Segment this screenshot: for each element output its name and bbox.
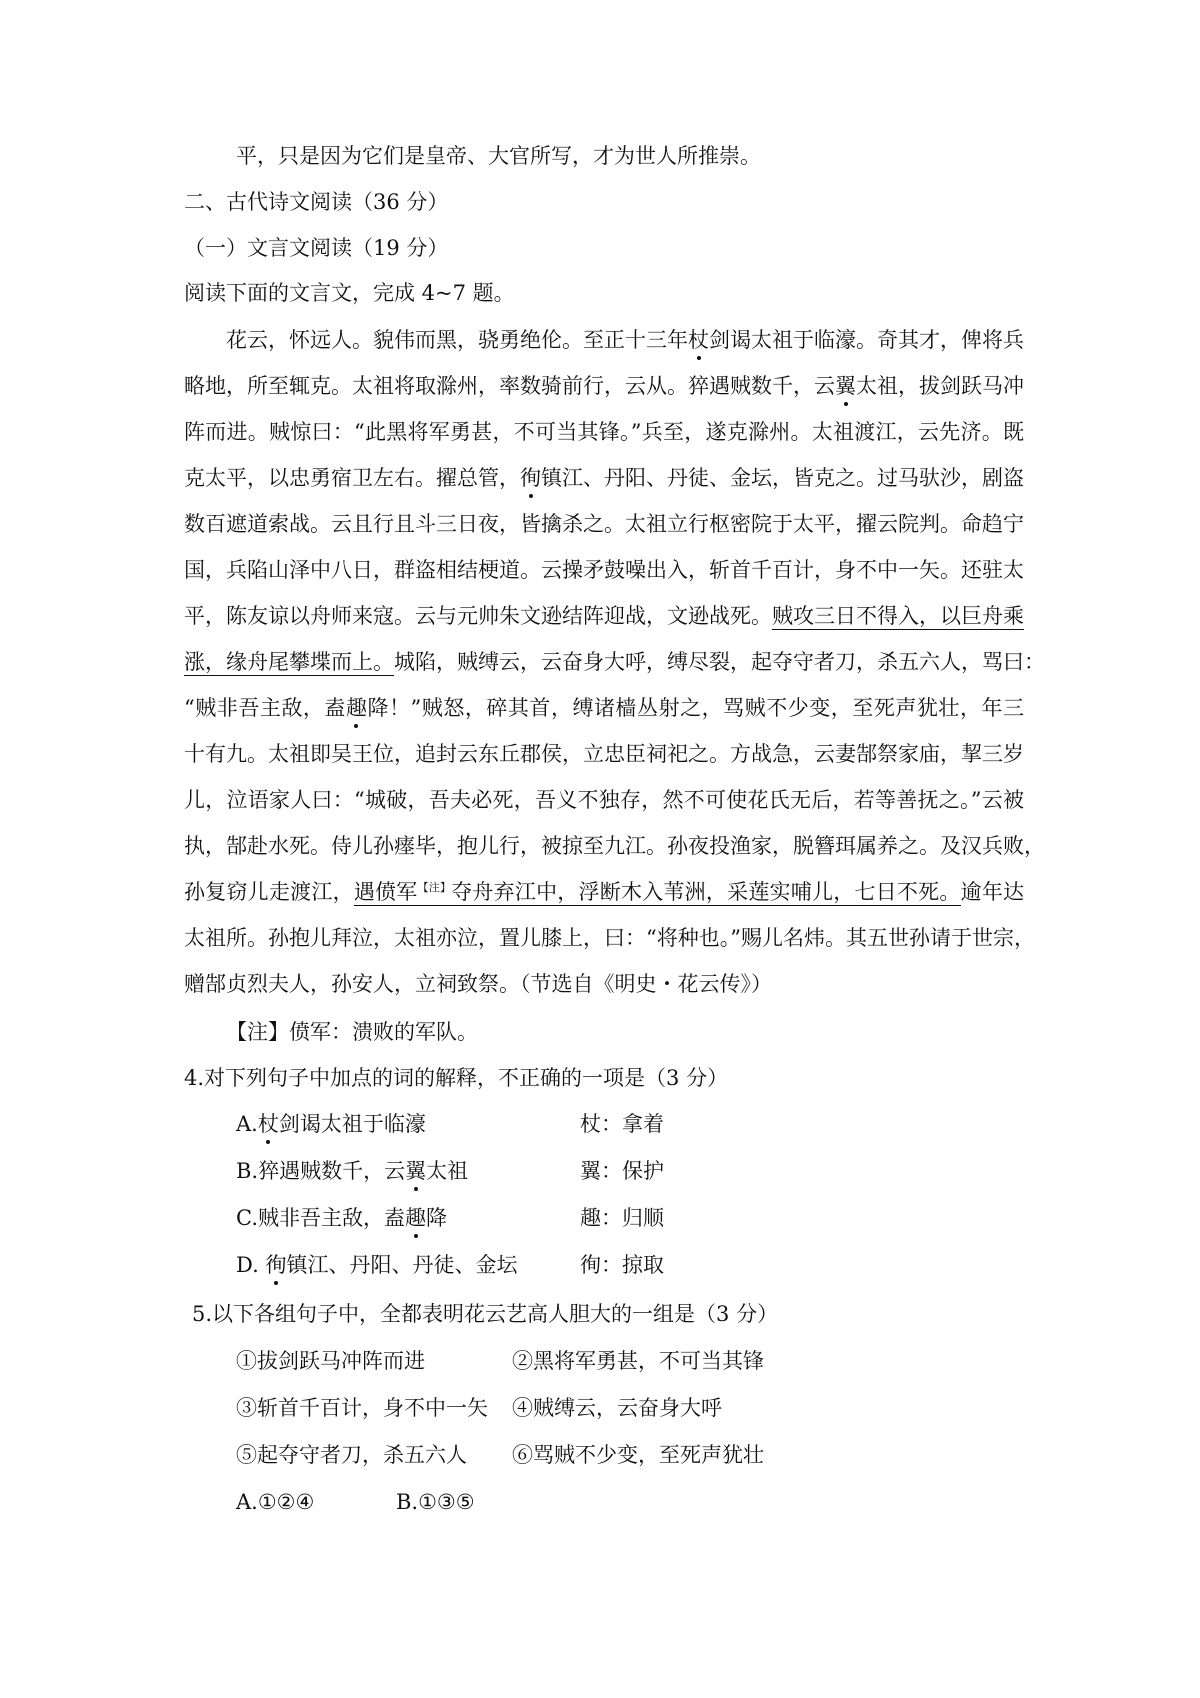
group-item: ⑥骂贼不少变，至死声犹壮 [512,1443,764,1467]
group-item: ②黑将军勇甚，不可当其锋 [512,1349,764,1373]
option-text: B.猝遇贼数千，云 [236,1159,406,1183]
answer-option-b: B.①③⑤ [396,1490,475,1514]
passage-line-7 [184,602,1024,630]
passage-text: 孙复窃儿走渡江， [184,880,354,904]
passage-line-5: 数百遮道索战。云且行且斗三日夜，皆擒杀之。太祖立行枢密院于太平，擢云院判。命趋宁 [184,512,1024,536]
passage-text: 太祖，拔剑跃马冲 [856,374,1024,398]
passage-line-13 [184,878,1024,910]
passage-line-11: 儿，泣语家人曰：“城破，吾夫必死，吾义不独存，然不可使花氏无后，若等善抚之。”云被 [184,788,1024,812]
dotted-word: 徇 [265,1253,287,1277]
passage-text: “贼非吾主敌，盍 [184,696,346,720]
instruction-text: 阅读下面的文言文，完成 4~7 题。 [184,281,515,305]
passage-text: 略地，所至辄克。太祖将取滁州，率数骑前行，云从。猝遇贼数千，云 [184,374,835,398]
passage-line-12: 执，郜赴水死。侍儿孙瘗毕，抱儿行，被掠至九江。孙夜投渔家，脱簪珥属养之。及汉兵败， [184,834,1045,858]
passage-line-8 [184,648,1045,676]
passage-line-15: 赠郜贞烈夫人，孙安人，立祠致祭。（节选自《明史・花云传》） [184,972,772,996]
dotted-word: 杖 [257,1112,279,1136]
option-text: 镇江、丹阳、丹徒、金坛 [286,1253,518,1277]
dotted-word: 翼 [405,1159,427,1183]
passage-line-9 [184,694,1024,722]
option-text: 太祖 [426,1159,469,1183]
option-gloss: 趣：归顺 [580,1206,664,1230]
underlined-sentence: 涨，缘舟尾攀堞而上。 [184,650,394,674]
passage-text: 降！”贼怒，碎其首，缚诸樯丛射之，骂贼不少变，至死声犹壮，年三 [366,696,1024,720]
passage-text: 逾年达 [960,880,1025,904]
passage-text: 城陷，贼缚云，云奋身大呼，缚尽裂，起夺守者刀，杀五六人，骂曰： [394,650,1045,674]
section-title: 二、古代诗文阅读（36 分） [184,190,449,214]
question-4-stem: 4.对下列句子中加点的词的解释，不正确的一项是（3 分） [184,1066,729,1090]
option-label: A. [236,1112,258,1136]
passage-text: 遇偾军 [353,880,418,904]
passage-line-2 [184,372,1024,400]
option-sentence [236,1204,447,1232]
group-item: ④贼缚云，云奋身大呼 [512,1396,722,1420]
answer-option-a: A.①②④ [236,1490,315,1514]
option-label: D. [236,1253,266,1277]
option-sentence [236,1157,468,1185]
group-item: ①拔剑跃马冲阵而进 [236,1349,425,1373]
option-text: 剑谒太祖于临濠 [278,1112,426,1136]
option-text: 降 [426,1206,447,1230]
group-item: ③斩首千百计，身不中一矢 [236,1396,488,1420]
underlined-sentence: 贼攻三日不得入，以巨舟乘 [772,604,1024,628]
option-text: C.贼非吾主敌，盍 [236,1206,405,1230]
passage-line-14: 太祖所。孙抱儿拜泣，太祖亦泣，置儿膝上，曰：“将种也。”赐儿名炜。其五世孙请于世宗， [184,926,1035,950]
dotted-word: 翼 [835,374,856,398]
dotted-word: 趣 [345,696,367,720]
passage-line-3: 阵而进。贼惊曰：“此黑将军勇甚，不可当其锋。”兵至，遂克滁州。太祖渡江，云先济。既 [184,420,1024,444]
option-gloss: 翼：保护 [580,1159,664,1183]
option-gloss: 杖：拿着 [580,1112,664,1136]
passage-text: 克太平，以忠勇宿卫左右。擢总管， [184,466,520,490]
passage-text: 剑谒太祖于临濠。奇其才，俾将兵 [709,328,1024,352]
passage-text: 平，陈友谅以舟师来寇。云与元帅朱文逊结阵迎战，文逊战死。 [184,604,772,628]
dotted-word: 杖 [688,328,709,352]
passage-line-10: 十有九。太祖即吴王位，追封云东丘郡侯，立忠臣祠祀之。方战急，云妻郜祭家庙，挈三岁 [184,742,1024,766]
question-5-stem: 5.以下各组句子中，全都表明花云艺高人胆大的一组是（3 分） [192,1302,779,1326]
option-sentence [236,1251,517,1279]
carryover-line: 平，只是因为它们是皇帝、大官所写，才为世人所推崇。 [236,144,761,168]
passage-text: 花云，怀远人。貌伟而黑，骁勇绝伦。至正十三年 [226,328,688,352]
dotted-word: 趣 [405,1206,426,1230]
footnote: 【注】偾军：溃败的军队。 [226,1020,478,1044]
option-gloss: 徇：掠取 [580,1253,664,1277]
option-sentence [236,1110,426,1138]
group-item: ⑤起夺守者刀，杀五六人 [236,1443,467,1467]
passage-line-4 [184,464,1024,492]
note-marker: 【注】 [417,881,452,894]
subsection-title: （一）文言文阅读（19 分） [184,236,449,260]
passage-text: 夺舟弃江中，浮断木入苇洲，采莲实哺儿，七日不死。 [451,880,961,904]
dotted-word: 徇 [520,466,541,490]
passage-line-1 [226,326,1024,354]
passage-text: 镇江、丹阳、丹徒、金坛，皆克之。过马驮沙，剧盗 [541,466,1024,490]
underlined-sentence [354,880,961,906]
passage-line-6: 国，兵陷山泽中八日，群盗相结梗道。云操矛鼓噪出入，斩首千百计，身不中一矢。还驻太 [184,558,1024,582]
